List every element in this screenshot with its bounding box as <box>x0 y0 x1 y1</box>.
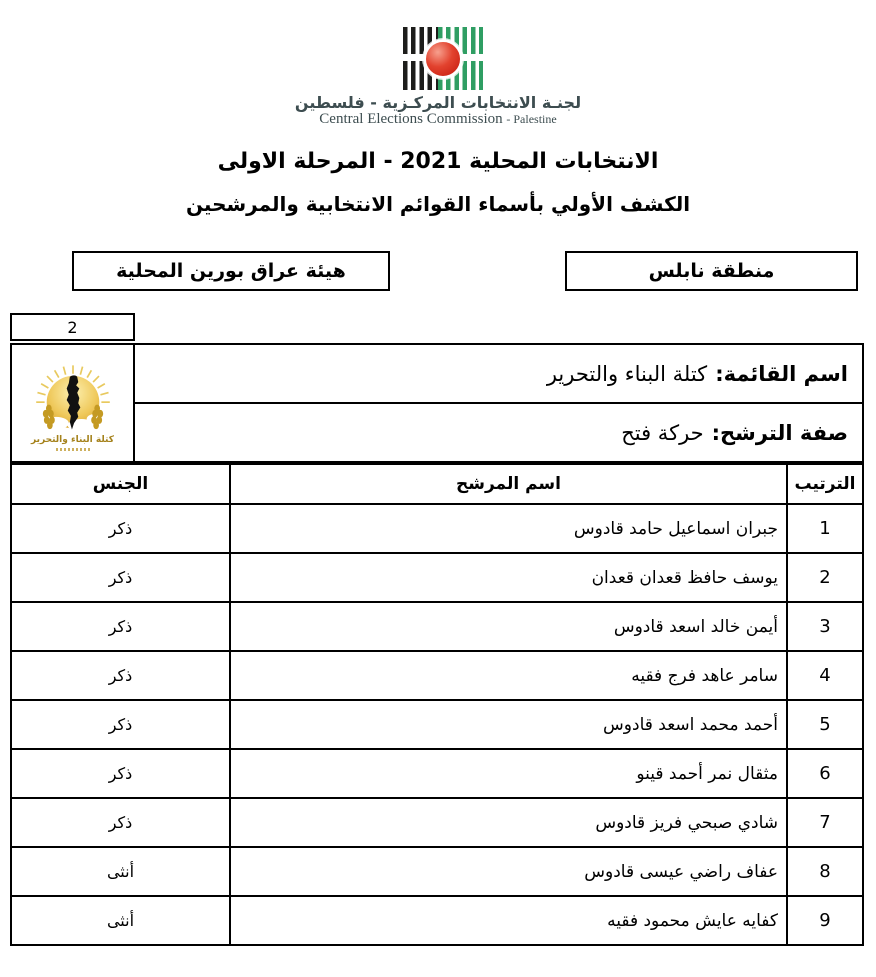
gender-cell: ذكر <box>11 700 230 749</box>
gender-cell: ذكر <box>11 553 230 602</box>
name-cell: كفايه عايش محمود فقيه <box>230 896 787 945</box>
table-row <box>11 749 863 798</box>
list-info-column <box>135 345 862 461</box>
commission-name-english <box>0 111 876 128</box>
name-cell: مثقال نمر أحمد قينو <box>230 749 787 798</box>
list-logo-subtext <box>56 448 90 451</box>
list-name-label: اسم القائمة: <box>715 361 848 386</box>
candidates-table <box>10 463 864 946</box>
list-info-table <box>10 343 864 463</box>
authority-box: هيئة عراق بورين المحلية <box>72 251 390 291</box>
list-logo-icon <box>20 358 126 440</box>
commission-name-en-suffix: - Palestine <box>506 112 557 126</box>
table-row <box>11 504 863 553</box>
name-cell: يوسف حافظ قعدان قعدان <box>230 553 787 602</box>
table-row <box>11 553 863 602</box>
cec-logo <box>403 27 483 90</box>
table-row <box>11 798 863 847</box>
header-name: اسم المرشح <box>230 464 787 504</box>
table-row <box>11 602 863 651</box>
commission-name-arabic: لجنـة الانتخابات المركـزية - فلسطين <box>294 93 582 112</box>
list-name-value: كتلة البناء والتحرير <box>546 361 708 386</box>
rank-cell: 9 <box>787 896 863 945</box>
list-name-row <box>135 345 862 404</box>
gender-cell: ذكر <box>11 798 230 847</box>
rank-cell: 1 <box>787 504 863 553</box>
gender-cell: ذكر <box>11 504 230 553</box>
table-row <box>11 700 863 749</box>
rank-cell: 6 <box>787 749 863 798</box>
region-box: منطقة نابلس <box>565 251 858 291</box>
cec-logo-red-ball-icon <box>423 39 463 79</box>
name-cell: شادي صبحي فريز قادوس <box>230 798 787 847</box>
gender-cell: ذكر <box>11 749 230 798</box>
rank-cell: 7 <box>787 798 863 847</box>
list-logo-caption: كتلة البناء والتحرير <box>31 434 114 445</box>
name-cell: سامر عاهد فرج فقيه <box>230 651 787 700</box>
gender-cell: ذكر <box>11 651 230 700</box>
list-logo-cell <box>12 345 135 461</box>
rank-cell: 3 <box>787 602 863 651</box>
document-subtitle: الكشف الأولي بأسماء القوائم الانتخابية والمرشحين <box>185 192 691 216</box>
name-cell: عفاف راضي عيسى قادوس <box>230 847 787 896</box>
list-type-label: صفة الترشح: <box>711 420 848 445</box>
rank-cell: 8 <box>787 847 863 896</box>
gender-cell: ذكر <box>11 602 230 651</box>
header-rank: الترتيب <box>787 464 863 504</box>
table-row <box>11 651 863 700</box>
list-number-box: 2 <box>10 313 135 341</box>
table-row <box>11 896 863 945</box>
name-cell: جبران اسماعيل حامد قادوس <box>230 504 787 553</box>
table-row <box>11 847 863 896</box>
commission-name-en-main: Central Elections Commission <box>319 111 503 127</box>
header-row <box>11 464 863 504</box>
list-type-value: حركة فتح <box>621 420 704 445</box>
header-gender: الجنس <box>11 464 230 504</box>
rank-cell: 2 <box>787 553 863 602</box>
name-cell: أيمن خالد اسعد قادوس <box>230 602 787 651</box>
document-title: الانتخابات المحلية 2021 - المرحلة الاولى <box>217 149 659 174</box>
list-type-row <box>135 404 862 461</box>
rank-cell: 4 <box>787 651 863 700</box>
rank-cell: 5 <box>787 700 863 749</box>
gender-cell: أنثى <box>11 847 230 896</box>
name-cell: أحمد محمد اسعد قادوس <box>230 700 787 749</box>
gender-cell: أنثى <box>11 896 230 945</box>
candidates-table-head <box>11 464 863 504</box>
candidates-tbody <box>11 504 863 945</box>
